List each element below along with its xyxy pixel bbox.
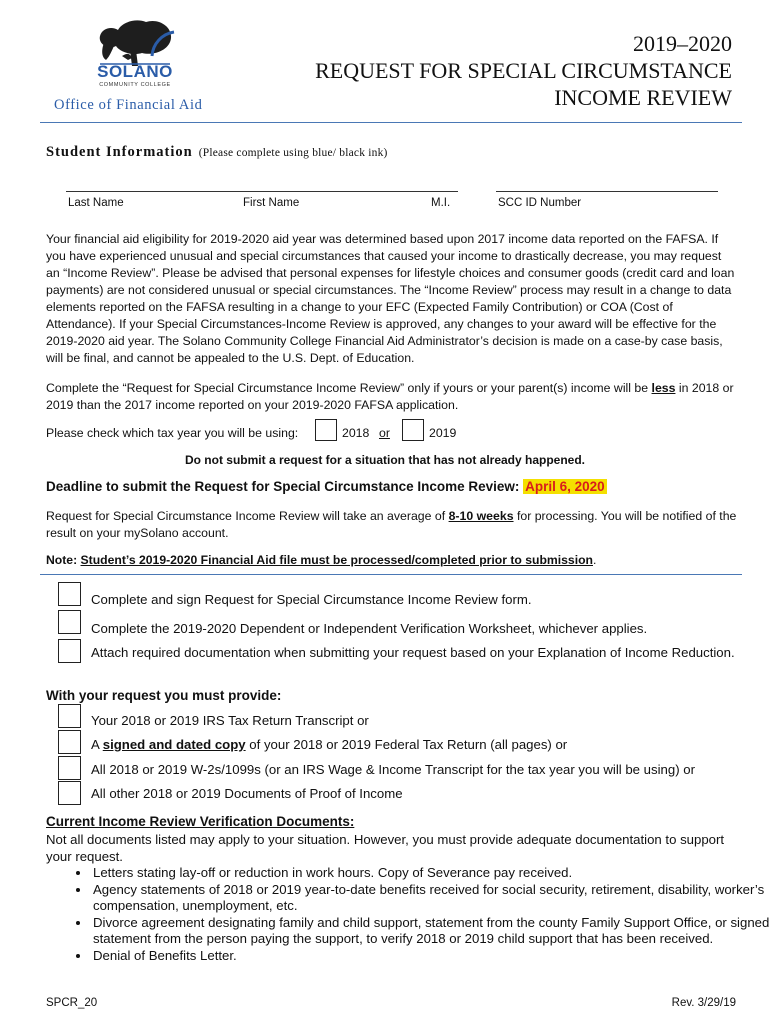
form-title [315,30,732,111]
tax-year-2018-label: 2018 [342,426,370,440]
college-logo [92,16,177,96]
checklist-checkbox-1[interactable] [58,582,81,606]
name-line-field[interactable] [66,191,458,192]
office-name: Office of Financial Aid [54,97,203,113]
current-docs-heading: Current Income Review Verification Documents: [46,814,355,829]
deadline-line [46,479,607,494]
tax-year-prompt: Please check which tax year you will be using: [46,426,299,440]
first-name-label: First Name [243,197,300,209]
checklist-item-2: Complete the 2019-2020 Dependent or Independent Verification Worksheet, whichever applies. [91,621,648,636]
checklist-item-1: Complete and sign Request for Special Circumstance Income Review form. [91,592,532,607]
list-item: • Denial of Benefits Letter. [91,948,770,965]
header-divider [40,122,742,123]
provide-item-2 [91,737,741,753]
checklist-item-3: Attach required documentation when submitting your request based on your Explanation of Income Reduction. [91,645,735,660]
para2-text-start: Complete the “Request for Special Circumstance Income Review” only if yours or your parent(s) income will be [46,381,652,395]
mi-label: M.I. [431,197,451,209]
provide-item-4: All other 2018 or 2019 Documents of Proof of Income [91,786,403,801]
scc-id-line-field[interactable] [496,191,718,192]
student-info-heading [46,144,388,161]
provide-checkbox-2[interactable] [58,730,81,754]
provide-item-2-end: of your 2018 or 2019 Federal Tax Return (all pages) or [245,737,568,752]
signed-dated-emphasis: signed and dated copy [102,737,246,752]
deadline-label: Deadline to submit the Request for Special Circumstance Income Review: [46,479,520,494]
list-item: • Letters stating lay-off or reduction in work hours. Copy of Severance pay received. [91,865,770,882]
list-item: • Agency statements of 2018 or 2019 year-to-date benefits received for social security, retirement, disability, worker’s compensation, unemployment, etc. [91,882,770,915]
provide-item-2-start: A [91,737,103,752]
title-line-3: INCOME REVIEW [554,85,732,110]
student-info-title: Student Information [46,144,193,160]
scc-id-label: SCC ID Number [498,197,582,209]
note-label: Note: [46,553,81,567]
deadline-date: April 6, 2020 [525,479,605,494]
tax-year-2019-checkbox[interactable] [402,419,424,441]
less-emphasis: less [651,381,676,395]
tax-year-or: or [379,426,390,440]
note-text: Student’s 2019-2020 Financial Aid file must be processed/completed prior to submission [80,553,593,567]
income-less-paragraph [46,380,736,414]
do-not-submit-warning: Do not submit a request for a situation that has not already happened. [184,453,586,467]
ink-instruction: (Please complete using blue/ black ink) [198,147,388,159]
provide-item-1: Your 2018 or 2019 IRS Tax Return Transcript or [91,713,369,728]
checklist-checkbox-2[interactable] [58,610,81,634]
para2-text-end: in 2018 or 2019 than the 2017 income reported on your 2019-2020 FAFSA application. [46,381,734,412]
tax-year-2019-label: 2019 [429,426,457,440]
last-name-label: Last Name [68,197,124,209]
provide-heading: With your request you must provide: [46,688,282,703]
current-docs-list [46,865,770,964]
submission-note [46,553,596,567]
form-code: SPCR_20 [46,997,98,1009]
provide-item-3: All 2018 or 2019 W-2s/1099s (or an IRS Wage & Income Transcript for the tax year you will be using) or [91,762,695,777]
list-item: • Divorce agreement designating family and child support, statement from the county Family Support Office, or signed statement from the person paying the support, to verify 2018 or 2019 child support that has been received. [91,915,770,948]
eligibility-paragraph: Your financial aid eligibility for 2019-2020 aid year was determined based upon 2017 income data reported on the FAFSA. If you have experienced unusual and special circumstances that caused your income to drastically decrease, you may request an “Income Review”. Please be advised that personal expenses for lifestyle choices and consumer goods (credit card and loan payments) are not considered unusual or special circumstances. The “Income Review” process may result in a change to data elements reported on the FAFSA resulting in a change to your EFC (Expected Family Contribution) or COA (Cost of Attendance). If your Special Circumstances-Income Review is approved, any changes to your award will be effective for the 2019-2020 aid year. The Solano Community College Financial Aid Administrator’s decision is made on a case-by case basis, will be final, and cannot be appealed to the U.S. Dept. of Education. [46,232,735,365]
processing-time-paragraph [46,508,741,542]
para3-text-start: Request for Special Circumstance Income Review will take an average of [46,509,449,523]
provide-checkbox-1[interactable] [58,704,81,728]
processing-weeks: 8-10 weeks [448,509,514,523]
current-docs-intro: Not all documents listed may apply to your situation. However, you must provide adequate documentation to support your request. [46,832,725,864]
note-end: . [593,553,597,567]
section-divider [40,574,742,575]
revision-date: Rev. 3/29/19 [671,997,736,1009]
title-year: 2019–2020 [633,31,732,56]
provide-checkbox-3[interactable] [58,756,81,780]
logo-subtext: COMMUNITY COLLEGE [99,82,171,88]
tax-year-2018-checkbox[interactable] [315,419,337,441]
para3-text-end: for processing. You will be notified of the result on your mySolano account. [46,509,737,540]
tax-year-selector [46,423,736,445]
provide-checkbox-4[interactable] [58,781,81,805]
checklist-checkbox-3[interactable] [58,639,81,663]
logo-wordmark: SOLANO [97,62,173,81]
title-line-2: REQUEST FOR SPECIAL CIRCUMSTANCE [315,58,732,83]
